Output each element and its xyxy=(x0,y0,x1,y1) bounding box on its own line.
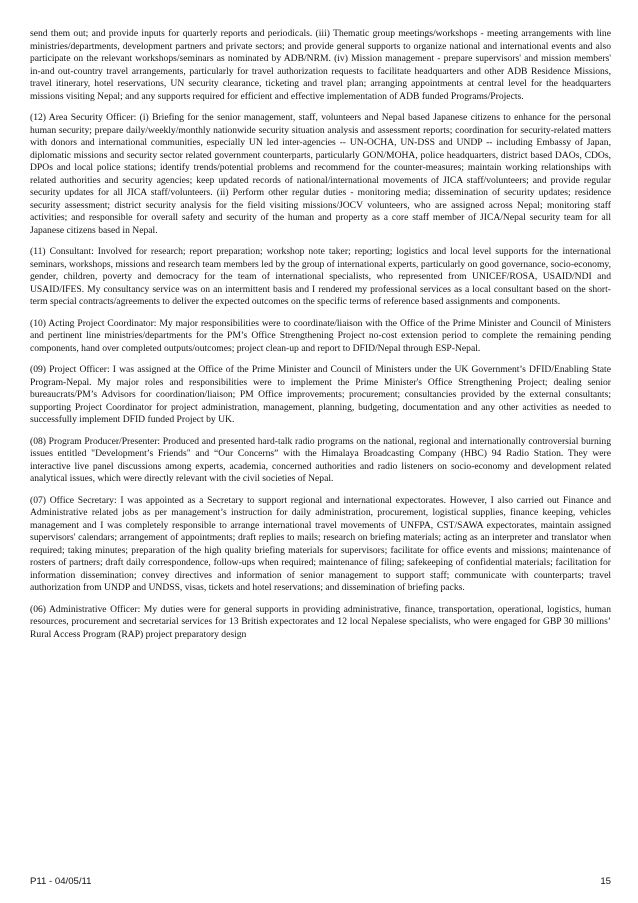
document-body xyxy=(30,28,611,650)
page-number: 15 xyxy=(600,876,611,887)
page-footer xyxy=(30,876,611,890)
paragraph-consultant: (11) Consultant: Involved for research; report preparation; workshop note taker; reporting; logistics and local level supports for the international seminars, workshops, missions and research team members led by the group of international experts, particularly on good governance, socio-economy, gender, children, poverty and democracy for the team of international specialists, who represented from UNICEF/ROSA, USAID/NDI and USAID/IFES. My consultancy service was on an intermittent basis and I rendered my professional services as a local consultant based on the short-term special contracts/agreements to deliver the expected outcomes on the specific terms of reference based assignments and components. xyxy=(30,246,611,307)
paragraph-continued-duties: send them out; and provide inputs for quarterly reports and periodicals. (iii) Thematic group meetings/workshops - meeting arrangements with line ministries/departments, development partners and private sectors; and provide general supports to organize national and international events and also participate on the relevant workshops/seminars as nominated by ADB/NRM. (iv) Mission management - prepare supervisors' and mission members' in-and out-country travel arrangements, particularly for travel authorization requests to facilitate headquarters and other ADB Residence Missions, travel itinerary, hotel reservations, UN security clearance, ticketing and travel plan; arranging appointments at central level for the headquarters missions visiting Nepal; and any supports required for efficient and effective implementation of ADB funded Programs/Projects. xyxy=(30,28,611,102)
paragraph-acting-project-coordinator: (10) Acting Project Coordinator: My major responsibilities were to coordinate/liaison with the Office of the Prime Minister and Council of Ministers and pertinent line ministries/departments for the PM’s Office Strengthening Project no-cost extension period to complete the remaining pending components, hand over completed outputs/outcomes; project clean-up and report to DFID/Nepal through ESP-Nepal. xyxy=(30,317,611,354)
footer-document-ref: P11 - 04/05/11 xyxy=(30,876,92,887)
paragraph-program-producer: (08) Program Producer/Presenter: Produced and presented hard-talk radio programs on the national, regional and internationally controversial burning issues entitled "Development’s Friends" and “Our Concerns” with the Himalaya Broadcasting Company (HBC) 94 Radio Station. They were interactive live panel discussions among experts, academia, concerned authorities and radio listeners on socio-economy and development related analytical issues, which were directly relevant with the civil societies of Nepal. xyxy=(30,435,611,484)
paragraph-administrative-officer: (06) Administrative Officer: My duties were for general supports in providing administrative, finance, transportation, operational, logistics, human resources, procurement and secretarial services for 13 British expectorates and 12 local Nepalese specialists, who were engaged for GBP 30 millions’ Rural Access Program (RAP) project preparatory design xyxy=(30,603,611,640)
paragraph-area-security-officer: (12) Area Security Officer: (i) Briefing for the senior management, staff, volunteers and Nepal based Japanese citizens to enhance for the personal human security; prepare daily/weekly/monthly nationwide security situation analysis and assessment reports; coordination for security-related matters with donors and international communities, especially UN led inter-agencies -- UN-OCHA, UN-DSS and UNDP -- including Embassy of Japan, diplomatic missions and security sector related government counterparts, particularly GON/MOHA, police headquarters, district based DAOs, CDOs, DPOs and local police stations; identify trends/potential problems and recommend for the counter-measures; maintain working relationships with related authorities and security agencies; keep updated records of national/international movements of JICA staff/volunteers; and provide regular security updates for all JICA staff/volunteers. (ii) Perform other regular duties - monitoring media; dissemination of security updates; residence security assessment; district security analysis for the field visiting missions/JOCV volunteers, who are assigned across Nepal; monitoring staff activities; and responsible for overall safety and security of the human and property as a core staff member of JICA/Nepal security team for all Japanese citizens based in Nepal. xyxy=(30,112,611,236)
paragraph-project-officer: (09) Project Officer: I was assigned at the Office of the Prime Minister and Council of Ministers under the UK Government’s DFID/Enabling State Program-Nepal. My major roles and responsibilities were to implement the Prime Minister's Office Strengthening Project; dealing senior bureaucrats/PM’s Advisors for coordination/liaison; PM Office improvements; procurement; consultancies provided by the external consultants; supporting Project Coordinator for project administration, management, planning, budgeting, documentation and any other activities as needed to successfully implement DFID funded Project by UK. xyxy=(30,364,611,425)
paragraph-office-secretary: (07) Office Secretary: I was appointed as a Secretary to support regional and international expectorates. However, I also carried out Finance and Administrative related jobs as per management’s instruction for daily administration, procurement, logistical supplies, finance keeping, vehicles management and I was completely responsible to arrange international travel movements of UNFPA, CST/SAWA expectorates, maintain assigned supervisors' calendars; arrangement of appointments; draft replies to mails; research on briefing materials; acting as an interpreter and translator when required; taking minutes; preparation of the high quality briefing materials for supervisors; facilitate for office events and missions; maintenance of rosters of partners; draft daily correspondence, follow-ups when required; maintenance of filing; safekeeping of confidential materials; facilitation for information dissemination; convey directives and information of senior management to support staff; communicate with counterparts; travel authorization from UNDP and UNDSS, visas, tickets and hotel reservations; and dissemination of briefing packs. xyxy=(30,494,611,593)
